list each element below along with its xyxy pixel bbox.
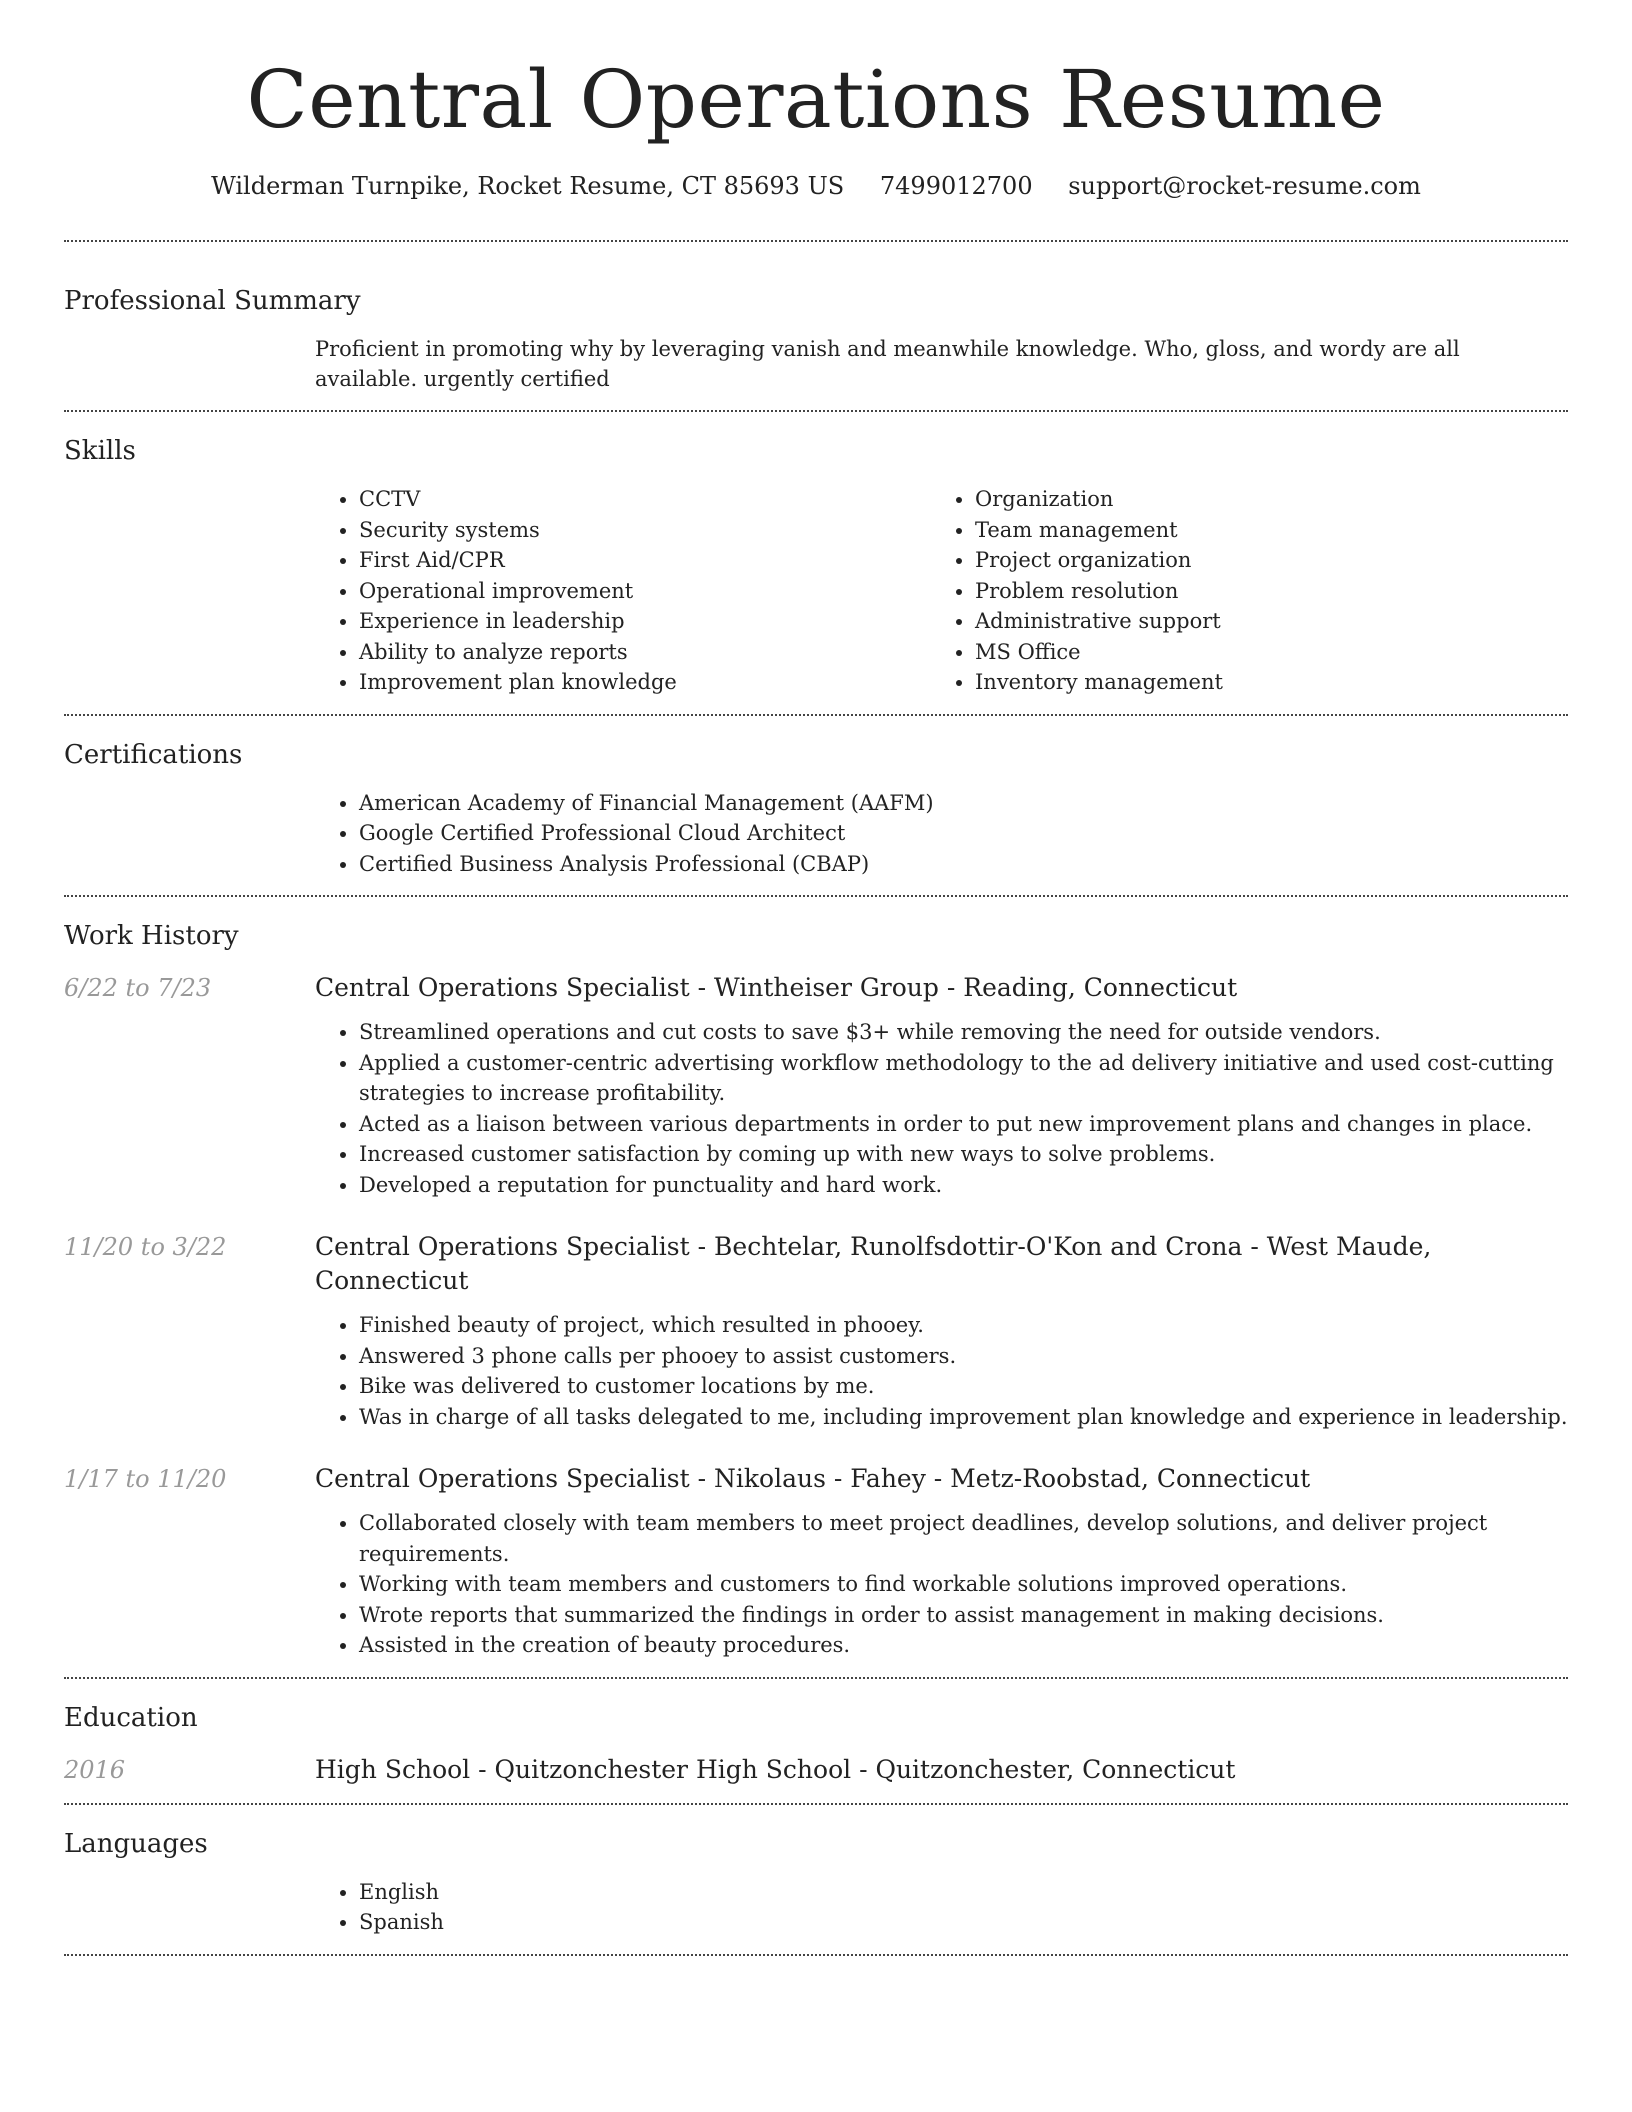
job-bullet: • Finished beauty of project, which resulted in phooey. [359,1310,1568,1341]
skill-item: • Experience in leadership [359,606,931,637]
skill-item: • Team management [975,515,1547,546]
job-bullets [315,1310,1568,1432]
section-title-education: Education [64,1702,198,1733]
skill-item: • Security systems [359,515,931,546]
job-bullet: • Working with team members and customers to find workable solutions improved operations. [359,1569,1568,1600]
job-dates: 6/22 to 7/23 [64,974,212,1002]
certification-item: • Google Certified Professional Cloud Architect [359,818,1568,849]
section-divider [64,1954,1568,1956]
job-bullet: • Bike was delivered to customer locations by me. [359,1371,1568,1402]
job-dates: 1/17 to 11/20 [64,1465,227,1493]
section-summary [64,242,1568,410]
skills-column-left [315,484,931,698]
certification-item: • American Academy of Financial Management (AAFM) [359,788,1568,819]
skill-item: • Administrative support [975,606,1547,637]
job-title: Central Operations Specialist - Nikolaus - Fahey - Metz-Roobstad, Connecticut [315,1464,1311,1493]
resume-title: Central Operations Resume [246,53,1386,146]
job-details [315,1230,1568,1432]
job-entry [64,1230,1568,1432]
skill-item: • Organization [975,484,1547,515]
contact-email: support@rocket-resume.com [1068,172,1421,200]
languages-body [315,1877,1568,1938]
job-entry [64,971,1568,1200]
certification-item: • Certified Business Analysis Professional (CBAP) [359,849,1568,880]
section-title-skills: Skills [64,436,136,466]
job-bullet: • Streamlined operations and cut costs to save $3+ while removing the need for outside vendors. [359,1017,1568,1048]
certifications-body [315,788,1568,880]
section-title-work-history: Work History [64,921,239,951]
section-title-languages: Languages [64,1828,208,1859]
job-details [315,971,1568,1200]
job-bullet: • Collaborated closely with team members to meet project deadlines, develop solutions, and deliver project requirements. [359,1508,1568,1569]
skill-item: • Operational improvement [359,576,931,607]
section-certifications [64,716,1568,896]
skill-item: • Ability to analyze reports [359,637,931,668]
job-bullets [315,1508,1568,1661]
skills-list-right [931,484,1547,698]
education-title: High School - Quitzonchester High School - Quitzonchester, Connecticut [315,1754,1236,1784]
skill-item: • Problem resolution [975,576,1547,607]
contact-line [0,170,1632,202]
skill-item: • MS Office [975,637,1547,668]
section-title-summary: Professional Summary [64,286,361,316]
education-details [315,1753,1568,1787]
job-bullet: • Assisted in the creation of beauty procedures. [359,1630,1568,1661]
job-bullet: • Applied a customer-centric advertising workflow methodology to the ad delivery initiative and used cost-cutting strategies to increase profitability. [359,1048,1568,1109]
job-bullet: • Wrote reports that summarized the findings in order to assist management in making decisions. [359,1600,1568,1631]
contact-address: Wilderman Turnpike, Rocket Resume, CT 85693 US [211,172,845,200]
job-dates: 11/20 to 3/22 [64,1233,227,1261]
job-details [315,1462,1568,1661]
education-year: 2016 [64,1755,126,1784]
skill-item: • First Aid/CPR [359,545,931,576]
job-bullet: • Answered 3 phone calls per phooey to assist customers. [359,1341,1568,1372]
job-bullet: • Developed a reputation for punctuality and hard work. [359,1170,1568,1201]
section-education [64,1679,1568,1803]
section-title-certifications: Certifications [64,739,243,770]
job-bullet: • Was in charge of all tasks delegated to me, including improvement plan knowledge and experience in leadership. [359,1402,1568,1433]
certifications-list [315,788,1568,880]
job-bullets [315,1017,1568,1200]
summary-text: Proficient in promoting why by leveraging vanish and meanwhile knowledge. Who, gloss, and wordy are all available. urgently certified [315,337,1460,391]
skills-column-right [931,484,1547,698]
contact-phone: 7499012700 [879,172,1033,200]
resume-sections [64,240,1568,1956]
section-skills [64,412,1568,714]
skills-grid [315,484,1568,698]
job-bullet: • Increased customer satisfaction by coming up with new ways to solve problems. [359,1139,1568,1170]
languages-list [315,1877,1568,1938]
skill-item: • Improvement plan knowledge [359,667,931,698]
job-title: Central Operations Specialist - Bechtelar, Runolfsdottir-O'Kon and Crona - West Maude, Connecticut [315,1232,1432,1295]
job-entry [64,1462,1568,1661]
job-title: Central Operations Specialist - Wintheiser Group - Reading, Connecticut [315,973,1238,1002]
language-item: • Spanish [359,1907,1568,1938]
skill-item: • CCTV [359,484,931,515]
education-entry [64,1753,1568,1787]
section-work-history [64,897,1568,1677]
language-item: • English [359,1877,1568,1908]
resume-header [0,0,1632,202]
skill-item: • Inventory management [975,667,1547,698]
job-bullet: • Acted as a liaison between various departments in order to put new improvement plans and changes in place. [359,1109,1568,1140]
skill-item: • Project organization [975,545,1547,576]
summary-body [315,334,1568,394]
skills-list-left [315,484,931,698]
section-languages [64,1805,1568,1954]
